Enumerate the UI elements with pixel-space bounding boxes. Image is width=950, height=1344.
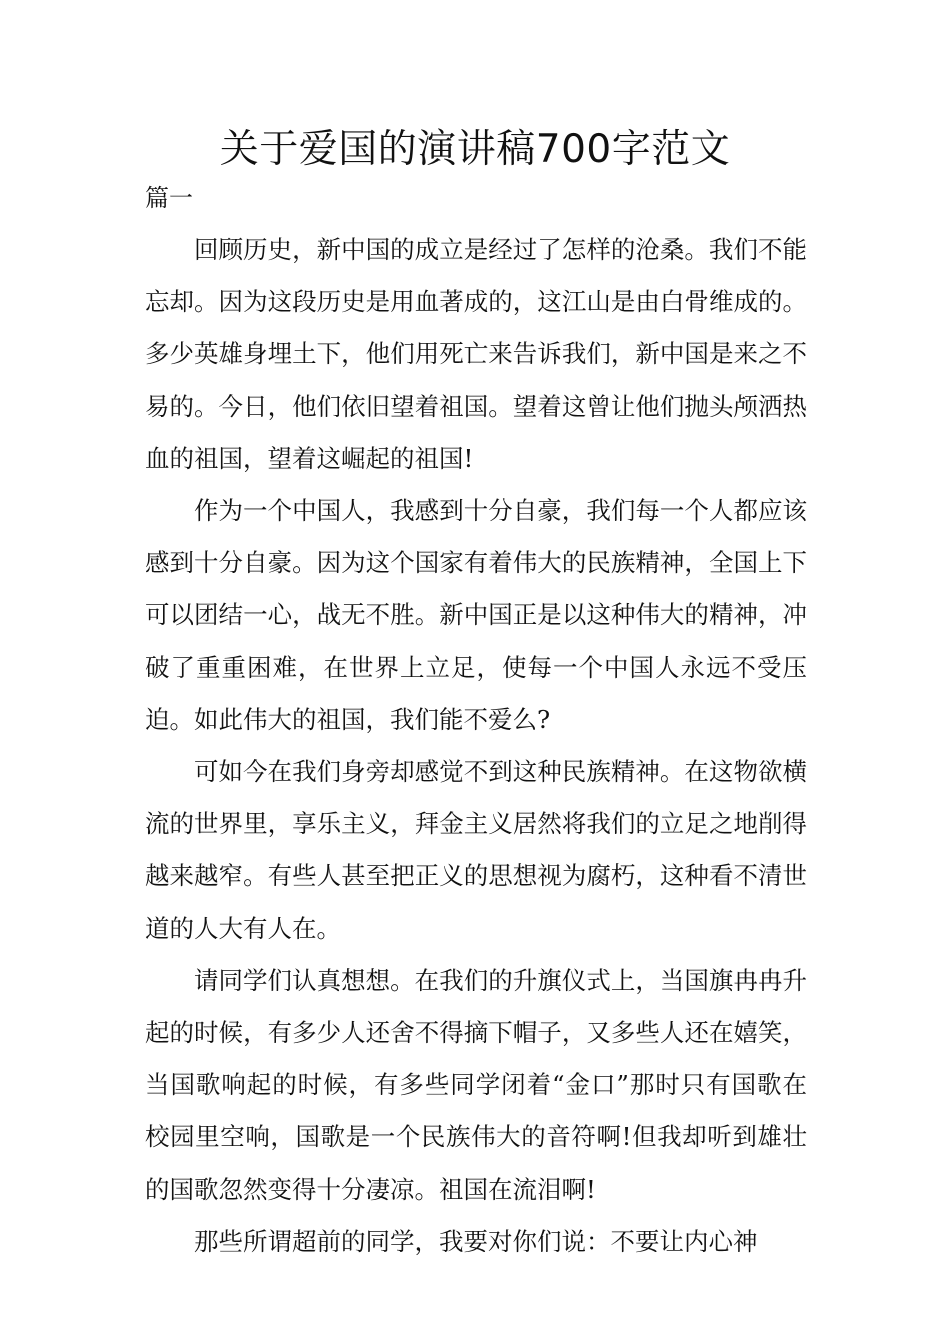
paragraph: 回顾历史，新中国的成立是经过了怎样的沧桑。我们不能忘却。因为这段历史是用血著成的，这江山是由白骨维成的。多少英雄身埋土下，他们用死亡来告诉我们，新中国是来之不易的。今日，他们依旧望着祖国。望着这曾让他们抛头颅洒热血的祖国，望着这崛起的祖国!	[145, 235, 807, 473]
paragraph: 请同学们认真想想。在我们的升旗仪式上，当国旗冉冉升起的时候，有多少人还舍不得摘下帽子，又多些人还在嬉笑，当国歌响起的时候，有多些同学闭着“金口”那时只有国歌在校园里空响，国歌是一个民族伟大的音符啊!但我却听到雄壮的国歌忽然变得十分凄凉。祖国在流泪啊!	[145, 965, 807, 1204]
document-body	[145, 224, 807, 1268]
section-label: 篇一	[145, 184, 193, 212]
paragraph: 作为一个中国人，我感到十分自豪，我们每一个人都应该感到十分自豪。因为这个国家有着伟大的民族精神，全国上下可以团结一心，战无不胜。新中国正是以这种伟大的精神，冲破了重重困难，在世界上立足，使每一个中国人永远不受压迫。如此伟大的祖国，我们能不爱么?	[145, 496, 807, 734]
paragraph: 那些所谓超前的同学，我要对你们说：不要让内心神	[194, 1226, 758, 1256]
document-title: 关于爱国的演讲稿700字范文	[219, 127, 731, 172]
paragraph: 可如今在我们身旁却感觉不到这种民族精神。在这物欲横流的世界里，享乐主义，拜金主义居然将我们的立足之地削得越来越窄。有些人甚至把正义的思想视为腐朽，这种看不清世道的人大有人在。	[145, 757, 807, 943]
